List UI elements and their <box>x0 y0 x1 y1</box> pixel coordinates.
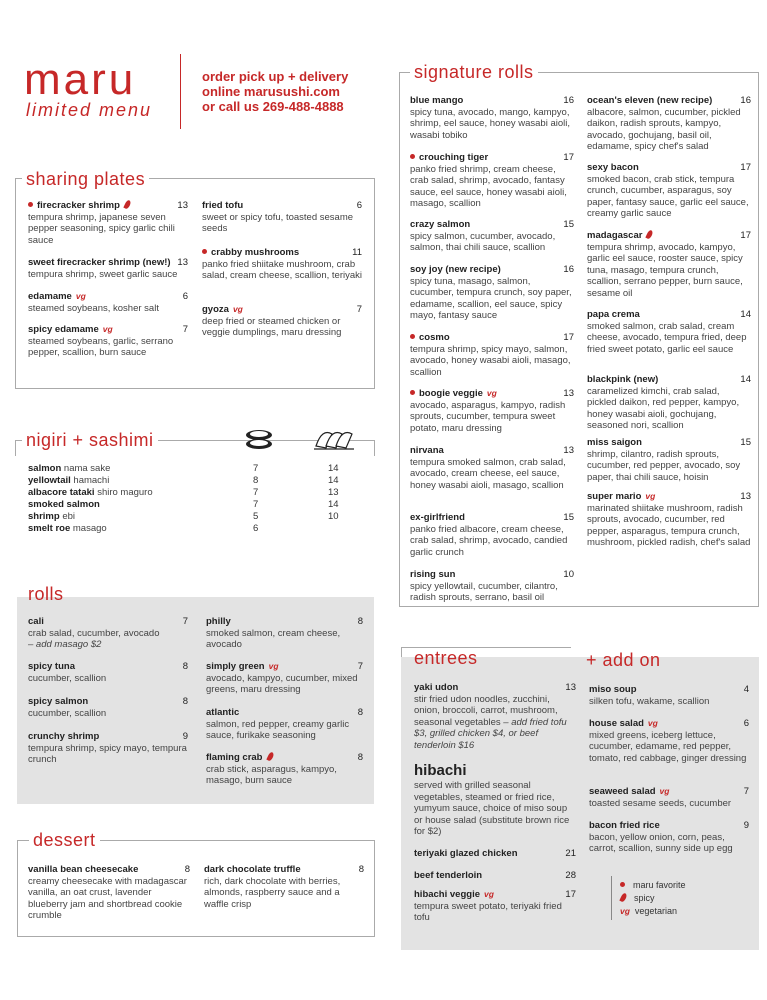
menu-item: spicy edamame vg 7 steamed soybeans, garlic, serrano pepper, scallion, burn sauce <box>28 324 188 358</box>
menu-item: crouching tiger 17 panko fried shrimp, cream cheese, crab salad, shrimp, avocado, fantasy sauce, eel sauce, honey wasabi aioli, masago, scallion <box>410 152 574 209</box>
menu-item: firecracker shrimp 13 tempura shrimp, japanese seven pepper seasoning, spicy garlic chili sauce <box>28 200 188 246</box>
nigiri-title: nigiri + sashimi <box>22 430 158 450</box>
nigiri-border <box>15 440 16 456</box>
menu-item: ocean's eleven (new recipe) 16 albacore, salmon, cucumber, pickled daikon, radish sprouts, kampyo, avocado, gochujang, basil oil, edamame, spicy chef's salad <box>587 95 751 152</box>
menu-item: soy joy (new recipe) 16 spicy tuna, masago, salmon, cucumber, tempura crunch, soy paper, edamame, scallion, eel sauce, spicy mayo, fantasy sauce <box>410 264 574 321</box>
menu-item: rising sun 10 spicy yellowtail, cucumber, cilantro, radish sprouts, serrano, basil oil <box>410 569 574 603</box>
menu-item: madagascar 17 tempura shrimp, avocado, kampyo, garlic eel sauce, rooster sauce, spicy tuna, masago, tempura crunch, scallion, serrano pepper, burn sauce, sesame oil <box>587 230 751 299</box>
menu-item: nirvana 13 tempura smoked salmon, crab salad, avocado, cream cheese, eel sauce, honey wasabi aioli, masago, scallion <box>410 445 574 491</box>
menu-subtitle: limited menu <box>26 100 153 120</box>
nigiri-row: albacore tataki shiro maguro 7 13 <box>28 487 339 498</box>
vegetarian-icon: vg <box>647 718 658 728</box>
menu-item: spicy salmon 8 cucumber, scallion <box>28 696 188 719</box>
menu-item: atlantic 8 salmon, red pepper, creamy garlic sauce, furikake seasoning <box>206 707 363 741</box>
menu-item: super mario vg 13 marinated shiitake mushroom, radish sprouts, avocado, cucumber, red pepper, asparagus, tempura crunch, mushroom, pickled radish, chef's salad <box>587 491 751 548</box>
spicy-icon <box>123 199 131 209</box>
addon-title: + add on <box>586 650 661 670</box>
menu-item: cosmo 17 tempura shrimp, spicy mayo, salmon, avocado, honey wasabi aioli, masago, scallion <box>410 332 574 378</box>
menu-item: flaming crab 8 crab stick, asparagus, kampyo, masago, burn sauce <box>206 752 363 786</box>
signature-rolls-title: signature rolls <box>410 62 538 82</box>
vegetarian-icon: vg <box>268 661 279 671</box>
menu-item: crabby mushrooms 11 panko fried shiitake mushroom, crab salad, cream cheese, scallion, teriyaki <box>202 247 362 281</box>
nigiri-row: salmon nama sake 7 14 <box>28 463 339 474</box>
spicy-icon <box>619 892 627 902</box>
menu-item: hibachi veggie vg 17 tempura sweet potato, teriyaki fried tofu <box>414 889 576 923</box>
legend <box>620 879 686 918</box>
favorite-icon <box>202 249 207 254</box>
legend-divider <box>611 876 612 920</box>
rolls-title: rolls <box>28 584 64 604</box>
menu-item: yaki udon 13 stir fried udon noodles, zucchini, onion, broccoli, carrot, mushroom, seasonal vegetables – add fried tofu $3, grilled chicken $4, or beef tenderloin $16 <box>414 682 576 751</box>
dessert-title: dessert <box>29 830 100 850</box>
entrees-leftline <box>401 647 402 657</box>
nigiri-border <box>374 440 375 456</box>
hibachi-description: served with grilled seasonal vegetables, steamed or fried rice, yumyum sauce, choice of miso soup or house salad (substitute brown rice for $2) <box>414 780 570 837</box>
menu-item: blue mango 16 spicy tuna, avocado, mango, kampyo, shrimp, eel sauce, honey wasabi aioli, wasabi tobiko <box>410 95 574 141</box>
menu-item: bacon fried rice 9 bacon, yellow onion, corn, peas, carrot, scallion, sunny side up egg <box>589 820 749 854</box>
vegetarian-icon: vg <box>645 491 656 501</box>
vegetarian-icon: vg <box>659 786 670 796</box>
order-line-3[interactable]: or call us 269-488-4888 <box>202 99 344 114</box>
legend-vegetarian: vg vegetarian <box>620 906 677 916</box>
favorite-icon <box>410 390 415 395</box>
vegetarian-icon: vg <box>102 324 113 334</box>
menu-item: ex-girlfriend 15 panko fried albacore, cream cheese, crab salad, shrimp, avocado, candied garlic crunch <box>410 512 574 558</box>
spicy-icon <box>646 229 654 239</box>
order-line-1: order pick up + delivery <box>202 69 349 84</box>
menu-item: vanilla bean cheesecake 8 creamy cheesecake with madagascar vanilla, an oat crust, lavender blueberry jam and shortbread cookie crumble <box>28 864 190 921</box>
menu-item: miss saigon 15 shrimp, cilantro, radish sprouts, cucumber, red pepper, avocado, soy paper, thai chili sauce, hoisin <box>587 437 751 483</box>
menu-item: beef tenderloin 28 <box>414 870 576 881</box>
order-info <box>202 69 348 114</box>
logo: maru <box>24 55 137 104</box>
favorite-icon <box>410 334 415 339</box>
menu-item: blackpink (new) 14 caramelized kimchi, crab salad, pickled daikon, red pepper, kampyo, honey wasabi aioli, gochujang, seasoned nori, scallion <box>587 374 751 431</box>
menu-item: house salad vg 6 mixed greens, iceberg lettuce, cucumber, edamame, red pepper, tomato, red cabbage, ginger dressing <box>589 718 749 764</box>
nigiri-row: smelt roe masago 6 <box>28 523 259 534</box>
menu-item: spicy tuna 8 cucumber, scallion <box>28 661 188 684</box>
menu-item: simply green vg 7 avocado, kampyo, cucumber, mixed greens, maru dressing <box>206 661 363 695</box>
vegetarian-icon: vg <box>75 291 86 301</box>
nigiri-row: smoked salmon 7 14 <box>28 499 339 510</box>
menu-item: cali 7 crab salad, cucumber, avocado – add masago $2 <box>28 616 188 650</box>
vegetarian-icon: vg <box>486 388 497 398</box>
sharing-plates-title: sharing plates <box>22 169 149 189</box>
menu-item: sweet firecracker shrimp (new!) 13 tempura shrimp, sweet garlic sauce <box>28 257 188 280</box>
nigiri-row: yellowtail hamachi 8 14 <box>28 475 339 486</box>
favorite-icon <box>28 202 33 207</box>
vegetarian-icon: vg <box>484 889 494 899</box>
menu-item: crazy salmon 15 spicy salmon, cucumber, avocado, salmon, thai chili sauce, scallion <box>410 219 574 253</box>
favorite-icon <box>620 882 625 887</box>
sushi-icon <box>243 426 275 452</box>
legend-spicy: spicy <box>620 892 686 905</box>
nigiri-row: shrimp ebi 5 10 <box>28 511 339 522</box>
menu-item: miso soup 4 silken tofu, wakame, scallion <box>589 684 749 707</box>
spicy-icon <box>266 751 274 761</box>
menu-item: teriyaki glazed chicken 21 <box>414 848 576 859</box>
legend-favorite: maru favorite <box>620 879 686 892</box>
menu-item: gyoza vg 7 deep fried or steamed chicken or veggie dumplings, maru dressing <box>202 304 362 338</box>
menu-item: fried tofu 6 sweet or spicy tofu, toasted sesame seeds <box>202 200 362 234</box>
hibachi-title: hibachi <box>414 762 467 779</box>
header-divider <box>180 54 181 129</box>
menu-item: philly 8 smoked salmon, cream cheese, avocado <box>206 616 363 650</box>
sashimi-icon <box>312 424 356 452</box>
menu-item: seaweed salad vg 7 toasted sesame seeds, cucumber <box>589 786 749 809</box>
vegetarian-icon: vg <box>232 304 243 314</box>
entrees-title: entrees <box>414 648 478 668</box>
menu-item: sexy bacon 17 smoked bacon, crab stick, tempura crunch, cucumber, asparagus, soy paper, fantasy sauce, garlic eel sauce, creamy garlic sauce <box>587 162 751 219</box>
menu-item: edamame vg 6 steamed soybeans, kosher salt <box>28 291 188 314</box>
menu-item: dark chocolate truffle 8 rich, dark chocolate with berries, almonds, raspberry sauce and a waffle crisp <box>204 864 364 910</box>
vegetarian-icon: vg <box>620 906 630 916</box>
menu-item: crunchy shrimp 9 tempura shrimp, spicy mayo, tempura crunch <box>28 731 188 765</box>
menu-item: papa crema 14 smoked salmon, crab salad, cream cheese, avocado, tempura fried, deep fried sweet potato, garlic eel sauce <box>587 309 751 355</box>
favorite-icon <box>410 154 415 159</box>
menu-item: boogie veggie vg 13 avocado, asparagus, kampyo, radish sprouts, cucumber, tempura sweet potato, maru dressing <box>410 388 574 434</box>
order-line-2[interactable]: online marusushi.com <box>202 84 340 99</box>
